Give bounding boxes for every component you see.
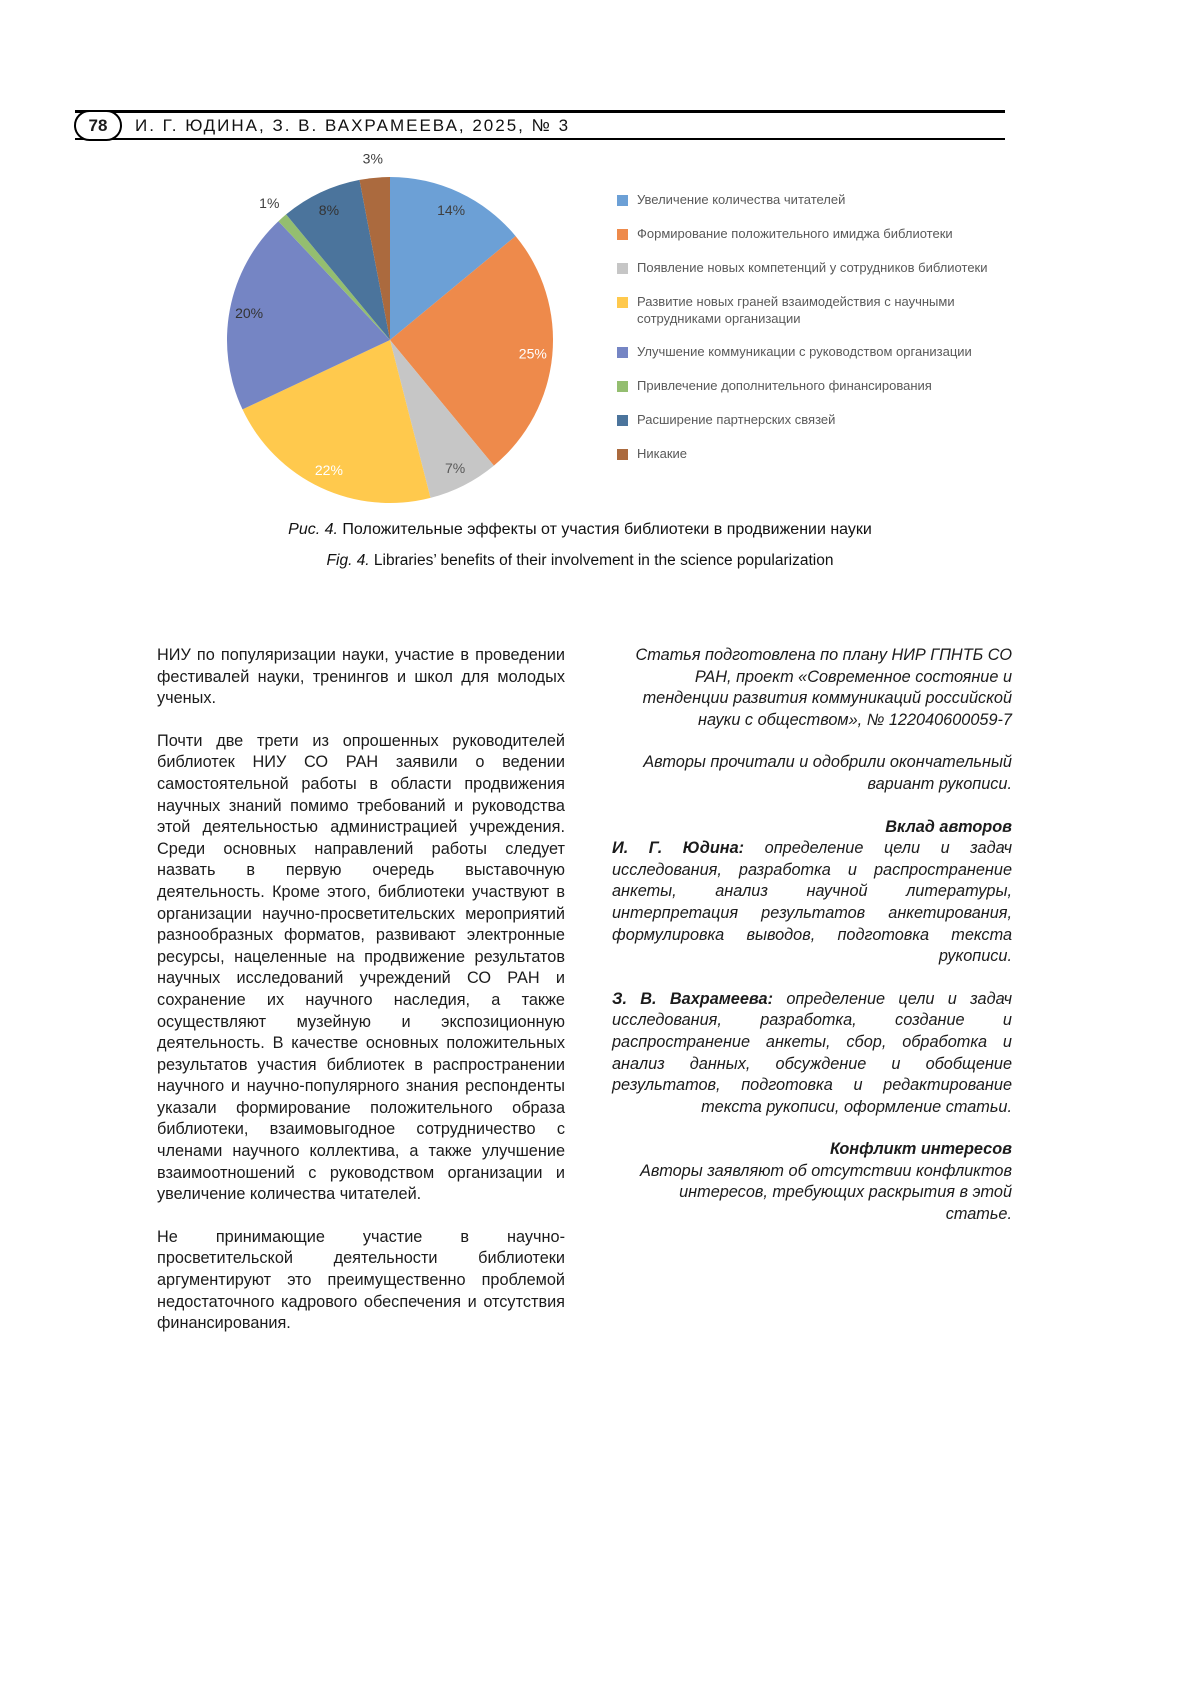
legend-item bbox=[617, 412, 1020, 429]
pie-percentage-label: 3% bbox=[362, 150, 383, 167]
legend-swatch bbox=[617, 347, 628, 358]
legend-label: Формирование положительного имиджа библиотеки bbox=[637, 225, 953, 241]
pie-percentage-label: 14% bbox=[437, 202, 466, 219]
chart-legend bbox=[617, 150, 1020, 530]
legend-item bbox=[617, 226, 1020, 243]
legend-swatch bbox=[617, 263, 628, 274]
legend-label: Появление новых компетенций у сотрудников библиотеки bbox=[637, 259, 988, 275]
pie-percentage-label: 7% bbox=[444, 459, 466, 476]
caption-en bbox=[150, 550, 1010, 572]
pie-percentage-label: 8% bbox=[318, 202, 340, 219]
left-column bbox=[157, 645, 565, 1335]
caption-en-text: Libraries’ benefits of their involvement in the science popularization bbox=[369, 552, 834, 570]
funding-note: Статья подготовлена по плану НИР ГПНТБ СО РАН, проект «Современное состояние и тенденции развития коммуникаций российской науки с обществом», № 122040600059-7 bbox=[635, 646, 1012, 729]
caption-en-prefix: Fig. 4. bbox=[326, 552, 370, 570]
conflict-note: Авторы заявляют об отсутствии конфликтов интересов, требующих раскрытия в этой статье. bbox=[640, 1161, 1012, 1224]
legend-swatch bbox=[617, 229, 628, 240]
caption-ru-prefix: Рис. 4. bbox=[288, 521, 338, 538]
legend-swatch bbox=[617, 381, 628, 392]
page-header bbox=[75, 110, 1005, 140]
legend-swatch bbox=[617, 297, 628, 308]
vakhrameeva-name: З. В. Вахрамеева: bbox=[612, 989, 787, 1008]
paragraph-continuation: НИУ по популяризации науки, участие в проведении фестивалей науки, тренингов и школ для молодых ученых. bbox=[157, 646, 565, 708]
yudina-contribution bbox=[612, 838, 1012, 968]
legend-item bbox=[617, 294, 1020, 328]
legend-item bbox=[617, 344, 1020, 361]
body-columns bbox=[157, 645, 1012, 1335]
legend-item bbox=[617, 378, 1020, 395]
legend-label: Привлечение дополнительного финансирования bbox=[637, 378, 932, 394]
legend-swatch bbox=[617, 449, 628, 460]
yudina-text: определение цели и задач исследования, разработка и распространение анкеты, анализ научной литературы, интерпретация результатов анкетирования, формулировка выводов, подготовка текста рукописи. bbox=[612, 839, 1012, 966]
authors-contribution-heading: Вклад авторов bbox=[885, 817, 1012, 836]
pie-percentage-label: 22% bbox=[314, 461, 343, 478]
caption-ru-text: Положительные эффекты от участия библиотеки в продвижении науки bbox=[337, 521, 872, 538]
legend-label: Увеличение количества читателей bbox=[637, 192, 846, 207]
yudina-name: И. Г. Юдина: bbox=[612, 839, 765, 858]
conflict-heading: Конфликт интересов bbox=[829, 1140, 1012, 1159]
legend-swatch bbox=[617, 195, 628, 206]
right-column bbox=[612, 645, 1012, 1335]
running-title: И. Г. ЮДИНА, З. В. ВАХРАМЕЕВА, 2025, № 3 bbox=[135, 115, 571, 135]
page-number: 78 bbox=[74, 110, 122, 141]
legend-label: Расширение партнерских связей bbox=[637, 412, 836, 428]
pie-chart bbox=[200, 150, 580, 530]
paragraph-non-participants: Не принимающие участие в научно-просветительской деятельности библиотеки аргументируют это преимущественно проблемой недостаточного кадрового обеспечения и отсутствия финансирования. bbox=[157, 1227, 565, 1333]
legend-item bbox=[617, 192, 1020, 209]
approval-note: Авторы прочитали и одобрили окончательный вариант рукописи. bbox=[643, 753, 1012, 793]
caption-ru bbox=[150, 518, 1010, 541]
pie-percentage-label: 1% bbox=[259, 195, 280, 212]
vakhrameeva-contribution bbox=[612, 989, 1012, 1119]
legend-item bbox=[617, 446, 1020, 463]
vakhrameeva-text: определение цели и задач исследования, разработка, создание и распространение анкеты, сбор, обработка и анализ данных, обсуждение и обобщение результатов, подготовка и редактирование текста рукописи, оформление статьи. bbox=[612, 989, 1012, 1116]
paragraph-survey-results: Почти две трети из опрошенных руководителей библиотек НИУ СО РАН заявили о ведении самостоятельной работы в области продвижения научных знаний помимо требований и руководства этой деятельностью администрацией учреждения. Среди основных направлений работы следует назвать в первую очередь выставочную деятельность. Кроме этого, библиотеки участвуют в организации научно-просветительских мероприятий разнообразных форматов, развивают электронные ресурсы, нацеленные на продвижение результатов научных исследований учреждений СО РАН и сохранение их научного наследия, а также осуществляют музейную и экспозиционную деятельность. В качестве основных положительных результатов участия библиотек в распространении научного и научно-популярного знания респонденты указали формирование положительного образа библиотеки, взаимовыгодное сотрудничество с членами научного коллектива, а также улучшение взаимоотношений с руководством организации и увеличение количества читателей. bbox=[157, 731, 565, 1204]
legend-label: Развитие новых граней взаимодействия с научными сотрудниками организации bbox=[637, 293, 955, 326]
figure-caption bbox=[150, 518, 1010, 573]
legend-swatch bbox=[617, 415, 628, 426]
pie-percentage-label: 20% bbox=[235, 305, 264, 322]
legend-label: Никакие bbox=[637, 446, 688, 462]
legend-label: Улучшение коммуникации с руководством организации bbox=[637, 344, 972, 360]
pie-percentage-label: 25% bbox=[518, 345, 547, 362]
legend-item bbox=[617, 260, 1020, 277]
figure-4 bbox=[200, 150, 1020, 530]
